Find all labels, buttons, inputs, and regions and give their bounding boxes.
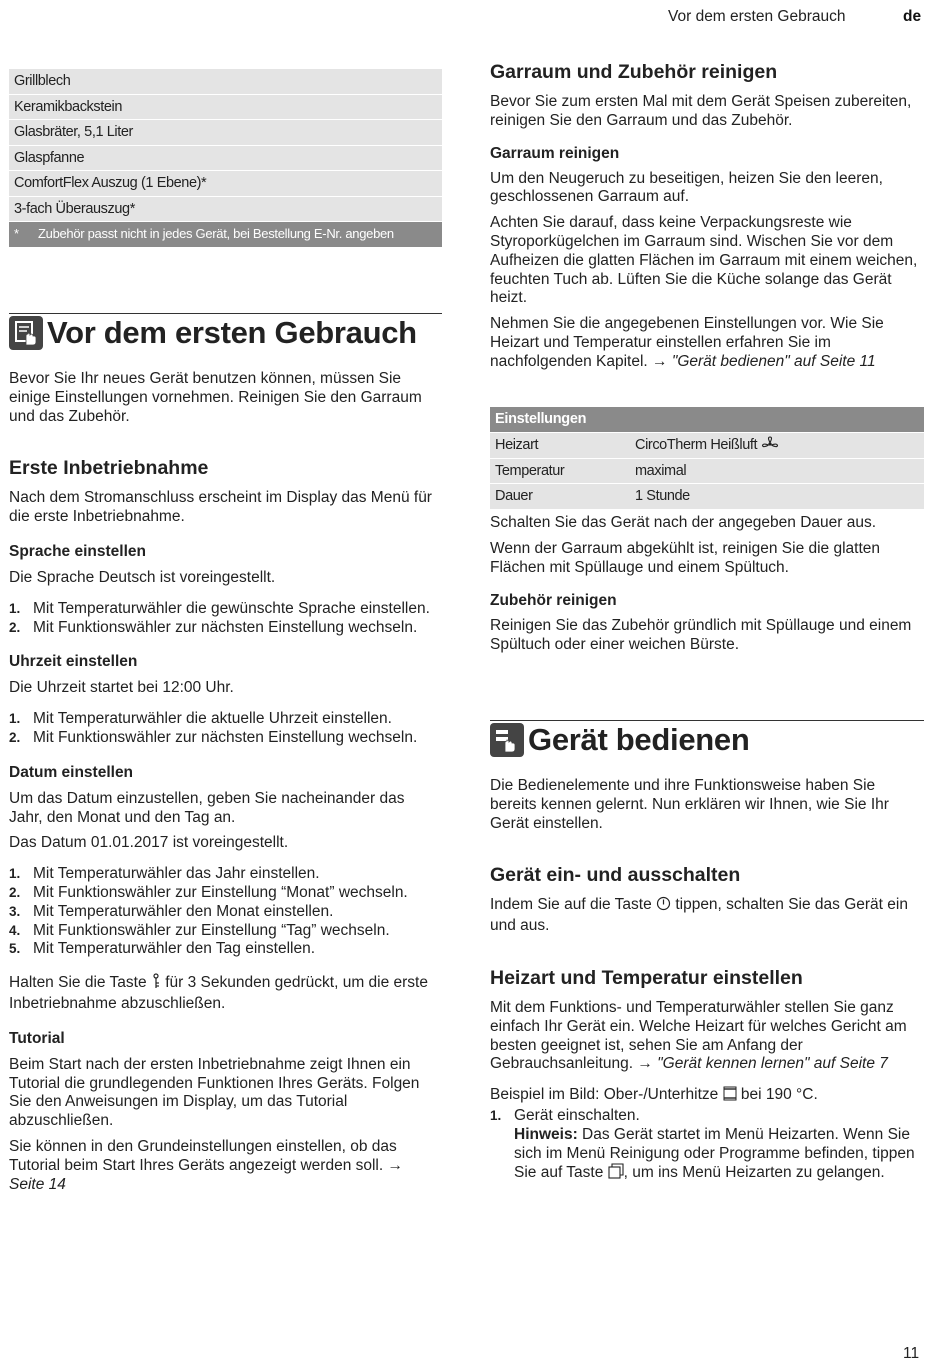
list-item: 1. Mit Temperaturwähler die gewünschte Sprache einstellen. — [9, 599, 430, 617]
list-item: 1. Mit Temperaturwähler das Jahr einstellen. — [9, 865, 320, 883]
page-reference[interactable]: "Gerät kennen lernen" auf Seite 7 — [652, 1055, 888, 1073]
arrow-right-icon: → — [637, 1055, 653, 1073]
datum-text-1: Um das Datum einzustellen, geben Sie nacheinander das Jahr, den Monat und den Tag an. — [9, 789, 405, 826]
section-heading — [9, 313, 442, 351]
garraum-text-3: Nehmen Sie die angegebenen Einstellungen vor. Wie Sie Heizart und Temperatur einstellen erfahren Sie im nachfolgenden Kapitel. → "Gerät bedienen" auf Seite 11 — [490, 315, 884, 370]
intro-text: Bevor Sie Ihr neues Gerät benutzen können, müssen Sie einige Einstellungen vornehmen. Reinigen Sie den Garraum und das Zubehör. — [9, 370, 422, 425]
arrow-right-icon: → — [387, 1156, 403, 1174]
header-language: de — [903, 8, 922, 25]
left-column — [9, 370, 442, 1201]
right-column-middle — [490, 514, 924, 662]
arrow-right-icon: → — [652, 352, 668, 370]
after-text-2: Wenn der Garraum abgekühlt ist, reinigen Sie die glatten Flächen mit Spüllauge und einem Spültuch. — [490, 539, 881, 576]
table-row: Dauer 1 Stunde — [490, 483, 924, 509]
heading-zubehoer: Zubehör reinigen — [490, 592, 617, 610]
section-title: Gerät bedienen — [528, 722, 750, 757]
heizart-text: Mit dem Funktions- und Temperaturwähler stellen Sie ganz einfach Ihr Gerät ein. Welche Heizart für welches Gericht am besten geeignet ist, sehen Sie am Anfang der Gebrauchsanleitung. → "Gerät kennen lernen" auf Seite 7 — [490, 998, 907, 1073]
menu-key-icon — [608, 1163, 624, 1185]
after-text-1: Schalten Sie das Gerät nach der angegeben Dauer aus. — [490, 514, 877, 531]
uhrzeit-text: Die Uhrzeit startet bei 12:00 Uhr. — [9, 679, 234, 697]
uhrzeit-steps — [9, 710, 442, 748]
key-icon — [151, 973, 161, 995]
erste-text: Nach dem Stromanschluss erscheint im Display das Menü für die erste Inbetriebnahme. — [9, 489, 432, 526]
power-icon — [656, 896, 671, 917]
page-number: 11 — [903, 1345, 920, 1362]
list-item: 3. Mit Temperaturwähler den Monat einstellen. — [9, 902, 334, 920]
table-row: Temperatur maximal — [490, 458, 924, 484]
table-row: Glaspfanne — [9, 146, 442, 172]
hint-label: Hinweis: — [514, 1125, 578, 1143]
list-item: 4. Mit Funktionswähler zur Einstellung “Tag” wechseln. — [9, 921, 390, 939]
list-item: 2. Mit Funktionswähler zur nächsten Einstellung wechseln. — [9, 618, 418, 636]
page-header — [0, 8, 950, 30]
top-bottom-heat-icon — [723, 1086, 737, 1107]
heading-datum: Datum einstellen — [9, 763, 134, 781]
example-text: Beispiel im Bild: Ober-/Unterhitze bei 190 °C. — [490, 1086, 924, 1107]
heading-tutorial: Tutorial — [9, 1029, 65, 1047]
ein-aus-text: Indem Sie auf die Taste tippen, schalten Sie das Gerät ein und aus. — [490, 896, 908, 935]
list-item: 2. Mit Funktionswähler zur nächsten Einstellung wechseln. — [9, 728, 418, 746]
heading-sprache: Sprache einstellen — [9, 542, 146, 560]
sprache-steps — [9, 600, 442, 638]
section-heading — [490, 720, 924, 758]
table-row: ComfortFlex Auszug (1 Ebene)* — [9, 171, 442, 197]
table-row: Glasbräter, 5,1 Liter — [9, 120, 442, 146]
footnote-mark: * — [14, 226, 19, 241]
datum-text-2: Das Datum 01.01.2017 ist voreingestellt. — [9, 834, 289, 852]
sprache-text: Die Sprache Deutsch ist voreingestellt. — [9, 568, 276, 586]
hint-text: Hinweis: Das Gerät startet im Menü Heizarten. Wenn Sie sich im Menü Reinigung oder Programme befinden, tippen Sie auf Taste , um ins Menü Heizarten zu gelangen. — [490, 1126, 924, 1185]
list-item: 2. Mit Funktionswähler zur Einstellung “Monat” wechseln. — [9, 883, 408, 901]
table-row: Heizart CircoTherm Heißluft — [490, 432, 924, 458]
heizart-steps — [490, 1107, 924, 1126]
hold-key-text: Halten Sie die Taste für 3 Sekunden gedrückt, um die erste Inbetriebnahme abzuschließen. — [9, 974, 428, 1012]
table-row: Keramikbackstein — [9, 95, 442, 121]
footnote-text: Zubehör passt nicht in jedes Gerät, bei Bestellung E-Nr. angeben — [38, 226, 394, 241]
table-row: Grillblech — [9, 69, 442, 95]
page-reference[interactable]: Seite 14 — [9, 1175, 66, 1193]
right-column-bottom — [490, 777, 924, 1192]
garraum-text-1: Um den Neugeruch zu beseitigen, heizen Sie den leeren, geschlossenen Garraum auf. — [490, 169, 883, 206]
table-header: Einstellungen — [490, 407, 924, 432]
heading-garraum: Garraum reinigen — [490, 144, 620, 162]
manual-hand-icon — [9, 316, 43, 350]
heading-uhrzeit: Uhrzeit einstellen — [9, 653, 138, 671]
settings-table — [490, 407, 924, 509]
reinigen-text: Bevor Sie zum ersten Mal mit dem Gerät Speisen zubereiten, reinigen Sie den Garraum und das Zubehör. — [490, 93, 912, 129]
hand-operating-icon — [490, 723, 524, 757]
tutorial-text-1: Beim Start nach der ersten Inbetriebnahme zeigt Ihnen ein Tutorial die grundlegenden Funktionen Ihres Geräts. Folgen Sie den Anweisungen im Display, um das Tutorial abzuschließen. — [9, 1055, 420, 1130]
list-item: 1. Mit Temperaturwähler die aktuelle Uhrzeit einstellen. — [9, 710, 392, 728]
list-item: 5. Mit Temperaturwähler den Tag einstellen. — [9, 940, 316, 958]
garraum-text-2: Achten Sie darauf, dass keine Verpackungsreste wie Styroporkügelchen im Garraum sind. Wischen Sie vor dem Aufheizen die glatten Flächen im Garraum mit einem weichen, feuchten Tuch ab. Lüften Sie die Küche solange das Gerät heizt. — [490, 214, 918, 307]
section-title: Vor dem ersten Gebrauch — [47, 315, 417, 350]
header-title: Vor dem ersten Gebrauch — [668, 8, 846, 25]
right-column-top — [490, 61, 924, 379]
accessories-table — [9, 69, 442, 248]
heading-ein-aus: Gerät ein- und ausschalten — [490, 864, 741, 887]
heading-reinigen: Garraum und Zubehör reinigen — [490, 61, 778, 83]
zubehoer-text: Reinigen Sie das Zubehör gründlich mit Spüllauge und einem Spültuch oder einer weichen Bürste. — [490, 617, 912, 654]
table-row: 3-fach Überauszug* — [9, 197, 442, 223]
list-item: 1. Gerät einschalten. — [490, 1106, 640, 1124]
tutorial-text-2: Sie können in den Grundeinstellungen einstellen, ob das Tutorial beim Start Ihres Geräts angezeigt werden soll. → Seite 14 — [9, 1137, 403, 1193]
heading-heizart: Heizart und Temperatur einstellen — [490, 966, 803, 989]
datum-steps — [9, 865, 442, 959]
fan-icon — [761, 435, 779, 459]
table-footnote — [9, 222, 442, 248]
page-reference[interactable]: "Gerät bedienen" auf Seite 11 — [667, 352, 876, 370]
bedienen-intro: Die Bedienelemente und ihre Funktionsweise haben Sie bereits kennen gelernt. Nun erklären wir Ihnen, wie Sie Ihr Gerät einstellen. — [490, 777, 889, 832]
heading-erste-inbetriebnahme: Erste Inbetriebnahme — [9, 457, 209, 480]
